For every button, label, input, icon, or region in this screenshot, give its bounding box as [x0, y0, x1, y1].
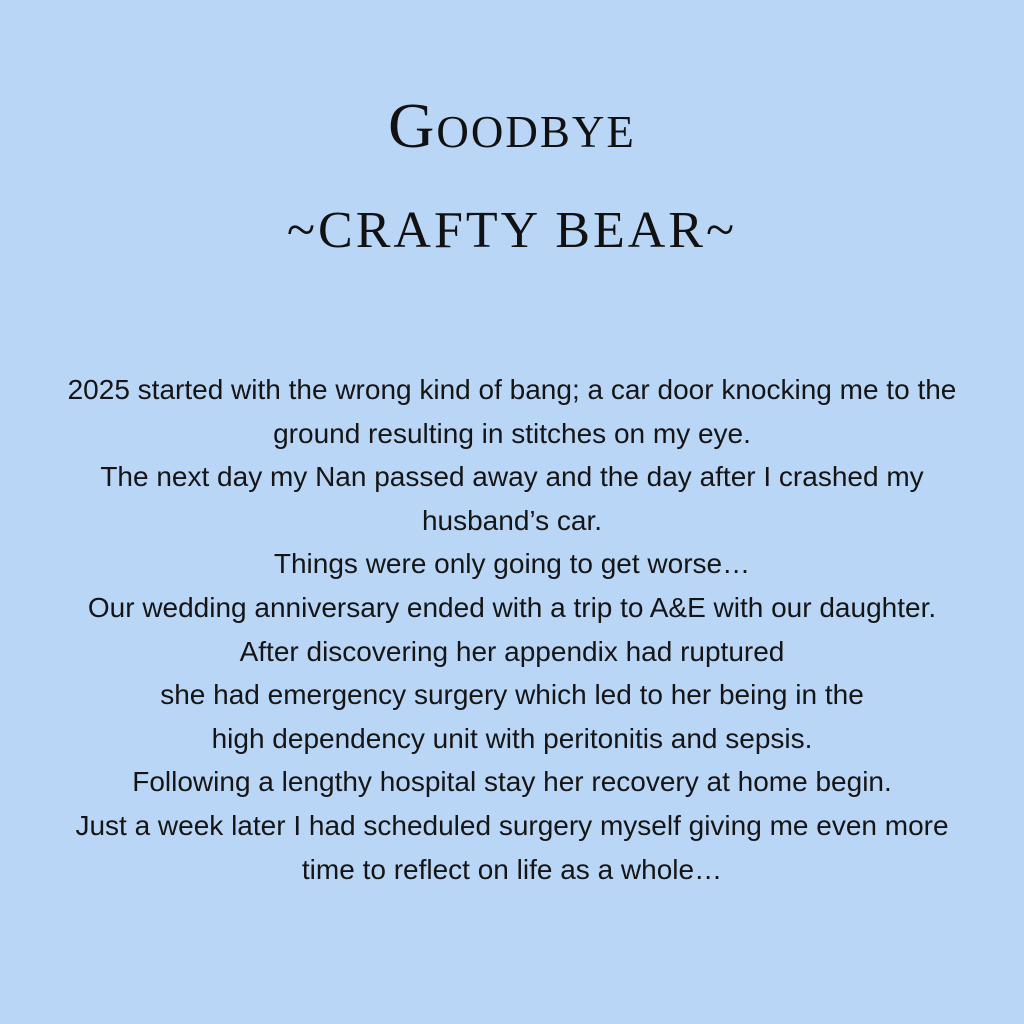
story-line: ground resulting in stitches on my eye. — [273, 417, 751, 449]
story-line: Just a week later I had scheduled surgery myself giving me even more — [75, 809, 949, 841]
story-line: The next day my Nan passed away and the day after I crashed my — [100, 461, 924, 493]
story-line: Our wedding anniversary ended with a trip to A&E with our daughter. — [87, 591, 937, 623]
story-line: high dependency unit with peritonitis and sepsis. — [211, 722, 813, 754]
story-line: Things were only going to get worse… — [273, 548, 751, 580]
story-line: 2025 started with the wrong kind of bang; a car door knocking me to the — [67, 374, 957, 405]
post-subtitle: ~CRAFTY BEAR~ — [286, 202, 738, 259]
story-line: time to reflect on life as a whole… — [301, 853, 723, 885]
story-line: Following a lengthy hospital stay her recovery at home begin. — [132, 766, 892, 798]
story-line: she had emergency surgery which led to her being in the — [160, 679, 864, 711]
post-title: Goodbye — [388, 90, 636, 161]
story-text — [0, 368, 1024, 891]
story-line: After discovering her appendix had ruptured — [239, 635, 785, 667]
story-line: husband’s car. — [421, 504, 603, 536]
